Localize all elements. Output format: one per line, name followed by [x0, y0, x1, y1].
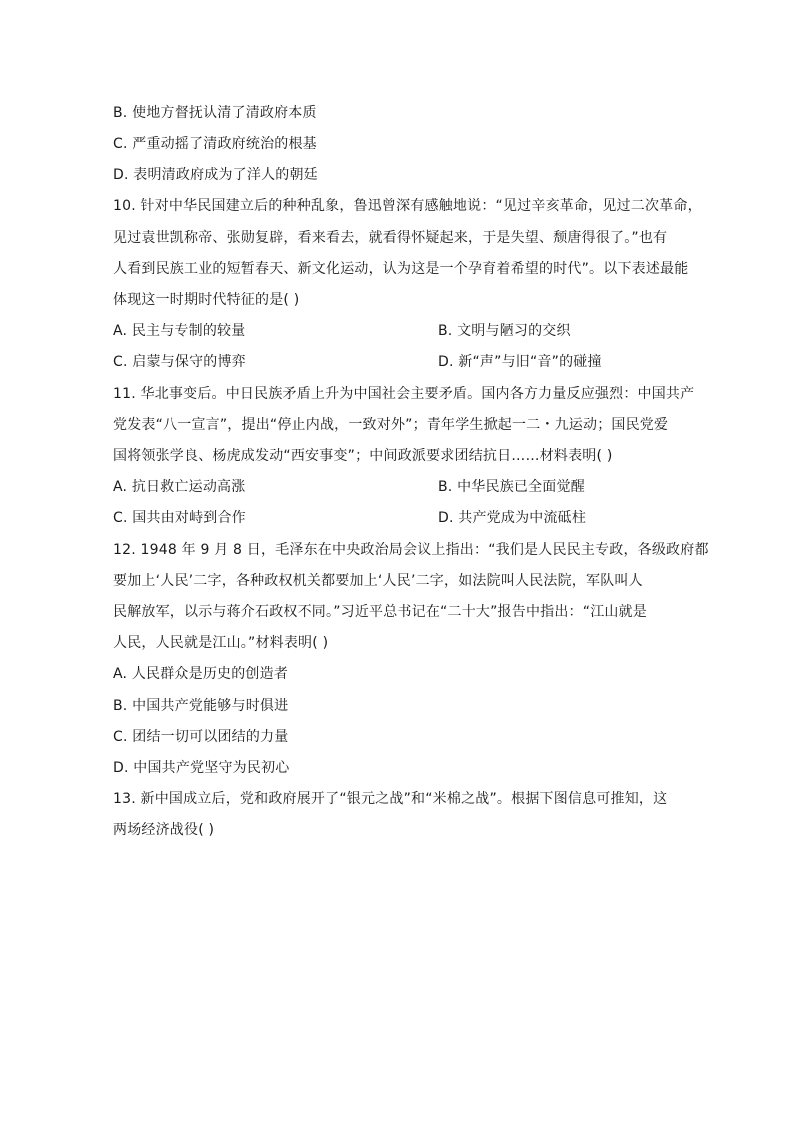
q13-stem-line-2: 两场经济战役( ) [113, 822, 215, 838]
q10-option-c: C. 启蒙与保守的博弈 [113, 354, 246, 370]
q12-stem-line-1: 12. 1948 年 9 月 8 日，毛泽东在中央政治局会议上指出：“我们是人民民主专政，各级政府都 [113, 542, 709, 558]
q10-option-b: B. 文明与陋习的交织 [438, 323, 571, 339]
q10-stem-line-3: 人看到民族工业的短暂春天、新文化运动，认为这是一个孕育着希望的时代”。以下表述最能 [113, 261, 689, 277]
q11-stem-line-3: 国将领张学良、杨虎成发动“西安事变”；中间政派要求团结抗日……材料表明( ) [113, 448, 613, 464]
q13-stem-line-1: 13. 新中国成立后，党和政府展开了“银元之战”和“米棉之战”。根据下图信息可推知，这 [113, 791, 668, 807]
q11-option-a: A. 抗日救亡运动高涨 [113, 479, 246, 495]
q10-stem-line-4: 体现这一时期时代特征的是( ) [113, 292, 300, 308]
q10-option-d: D. 新“声”与旧“音”的碰撞 [438, 354, 602, 370]
q12-stem-line-3: 民解放军，以示与蒋介石政权不同。”习近平总书记在“二十大”报告中指出：“江山就是 [113, 604, 648, 620]
q10-stem-line-1: 10. 针对中华民国建立后的种种乱象，鲁迅曾深有感触地说：“见过辛亥革命，见过二次革命， [113, 198, 702, 214]
q9-option-b: B. 使地方督抚认清了清政府本质 [113, 105, 317, 121]
q12-option-d: D. 中国共产党坚守为民初心 [113, 760, 290, 776]
q12-option-b: B. 中国共产党能够与时俱进 [113, 698, 289, 714]
q10-stem-line-2: 见过袁世凯称帝、张勋复辟，看来看去，就看得怀疑起来，于是失望、颓唐得很了。”也有 [113, 230, 668, 246]
q11-option-c: C. 国共由对峙到合作 [113, 510, 246, 526]
q9-option-c: C. 严重动摇了清政府统治的根基 [113, 136, 317, 152]
q11-option-b: B. 中华民族已全面觉醒 [438, 479, 585, 495]
q11-stem-line-2: 党发表“八一宣言”，提出“停止内战，一致对外”；青年学生掀起一二・九运动；国民党爱 [113, 417, 669, 433]
q12-stem-line-4: 人民，人民就是江山。”材料表明( ) [113, 635, 329, 651]
q11-stem-line-1: 11. 华北事变后。中日民族矛盾上升为中国社会主要矛盾。国内各方力量反应强烈：中国共产 [113, 386, 695, 402]
q9-option-d: D. 表明清政府成为了洋人的朝廷 [113, 167, 318, 183]
q11-option-d: D. 共产党成为中流砥柱 [438, 510, 587, 526]
q12-option-a: A. 人民群众是历史的创造者 [113, 666, 289, 682]
q10-option-a: A. 民主与专制的较量 [113, 323, 246, 339]
q12-option-c: C. 团结一切可以团结的力量 [113, 729, 289, 745]
q12-stem-line-2: 要加上‘人民’二字，各种政权机关都要加上‘人民’二字，如法院叫人民法院，军队叫人 [113, 573, 643, 589]
